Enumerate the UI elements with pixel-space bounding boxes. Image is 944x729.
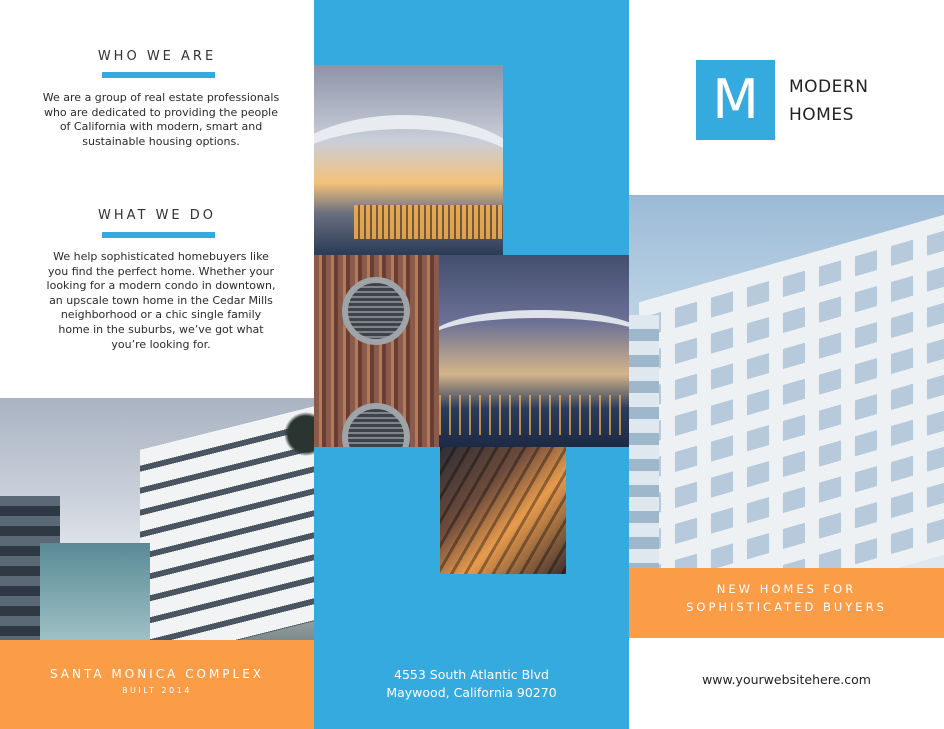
facade-slats xyxy=(440,447,566,574)
middle-panel xyxy=(314,0,629,729)
tree-silhouette xyxy=(282,398,314,488)
brick-porthole-photo xyxy=(314,255,439,447)
address-line-2: Maywood, California 90270 xyxy=(386,685,557,700)
who-we-are-text xyxy=(36,91,286,149)
adjacent-building xyxy=(629,315,659,568)
text-line: you’re looking for. xyxy=(111,337,211,351)
text-line: neighborhood or a chic single family xyxy=(60,308,262,322)
tagline-line-2: SOPHISTICATED BUYERS xyxy=(686,600,887,614)
tagline-line-1: NEW HOMES FOR xyxy=(716,582,857,596)
what-we-do-text xyxy=(36,250,286,352)
complex-title: SANTA MONICA COMPLEX xyxy=(49,667,265,681)
tagline-band xyxy=(629,568,944,638)
lit-windows xyxy=(354,205,503,239)
facade-slats-photo xyxy=(440,447,566,574)
text-line: We help sophisticated homebuyers like xyxy=(53,250,269,263)
porthole-window xyxy=(342,403,410,447)
website-url: www.yourwebsitehere.com xyxy=(702,672,871,687)
text-line: home in the suburbs, we’ve got what xyxy=(58,322,264,336)
text-line: you find the perfect home. Whether your xyxy=(47,264,274,278)
text-line: an upscale town home in the Cedar Mills xyxy=(49,293,273,307)
who-we-are-heading: WHO WE ARE xyxy=(97,49,217,64)
brand-name-line-1: MODERN xyxy=(789,77,869,97)
what-heading-underline xyxy=(102,232,215,238)
what-we-do-heading: WHAT WE DO xyxy=(97,208,217,223)
tower-facade xyxy=(639,208,944,568)
text-line: sustainable housing options. xyxy=(82,134,240,148)
glass-atrium xyxy=(40,543,150,640)
porthole-window xyxy=(342,277,410,345)
water-reflections xyxy=(439,395,629,435)
text-line: who are dedicated to providing the people xyxy=(43,105,279,119)
complex-building-photo xyxy=(0,398,314,640)
text-line: of California with modern, smart and xyxy=(59,120,263,134)
right-panel xyxy=(629,0,944,729)
left-panel xyxy=(0,0,314,729)
text-line: looking for a modern condo in downtown, xyxy=(46,279,276,293)
address-line-1: 4553 South Atlantic Blvd xyxy=(394,667,549,682)
complex-built-year: BUILT 2014 xyxy=(122,686,192,695)
night-bridge-photo xyxy=(439,255,629,447)
complex-caption-band xyxy=(0,640,314,729)
arched-architecture-photo xyxy=(314,65,503,255)
logo-mark: M xyxy=(696,60,775,140)
roof-shell xyxy=(439,310,629,368)
brand-name-line-2: HOMES xyxy=(789,105,854,125)
modern-tower-photo xyxy=(629,195,944,568)
text-line: We are a group of real estate professionals xyxy=(42,91,280,104)
who-heading-underline xyxy=(102,72,215,78)
